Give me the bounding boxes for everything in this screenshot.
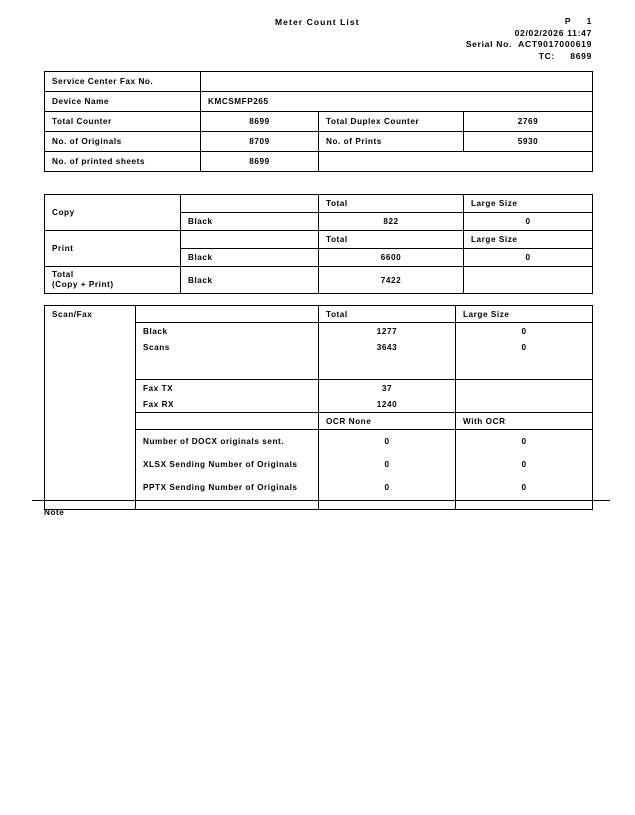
grand-total-value-cell (319, 267, 464, 294)
scan-black-large-size-cell (456, 323, 593, 340)
no-of-originals-value: 8709 (249, 137, 270, 146)
total-duplex-counter-value-cell (464, 112, 593, 132)
xlsx-ocr-none: 0 (384, 460, 390, 469)
device-name-label-cell (45, 92, 201, 112)
service-center-fax-label-cell (45, 72, 201, 92)
pptx-with-ocr-cell (456, 476, 593, 499)
print-header-blank-cell (181, 231, 319, 249)
copy-total-header: Total (326, 199, 348, 208)
scan-total-header-cell (319, 306, 456, 323)
pptx-label-cell (136, 476, 319, 499)
scans-large-size-cell (456, 339, 593, 355)
print-black-large-size: 0 (525, 253, 531, 262)
no-of-originals-label: No. of Originals (52, 137, 122, 146)
device-name-value: KMCSMFP265 (208, 97, 269, 106)
pptx-ocr-none: 0 (384, 483, 390, 492)
docx-label-cell (136, 430, 319, 454)
no-of-originals-label-cell (45, 132, 201, 152)
scan-spacer-total-cell (319, 355, 456, 380)
scan-header-blank-cell (136, 306, 319, 323)
note-divider (32, 500, 610, 501)
copy-black-label-cell (181, 213, 319, 231)
table-row (45, 132, 593, 152)
table-row (45, 195, 593, 213)
xlsx-ocr-none-cell (319, 453, 456, 476)
no-of-printed-sheets-value-cell (201, 152, 319, 172)
print-black-label: Black (188, 253, 213, 262)
table-row (45, 72, 593, 92)
xlsx-with-ocr: 0 (521, 460, 527, 469)
total-counter-label: Total Counter (52, 117, 112, 126)
page-number: 1 (586, 16, 592, 26)
xlsx-label-cell (136, 453, 319, 476)
table-row (45, 112, 593, 132)
tc-value: 8699 (570, 50, 592, 61)
no-of-printed-sheets-label: No. of printed sheets (52, 157, 145, 166)
no-of-prints-label-cell (319, 132, 464, 152)
fax-tx-total: 37 (381, 383, 393, 393)
fax-rx-label: Fax RX (143, 399, 175, 409)
table-row (45, 267, 593, 294)
scan-large-size-header: Large Size (463, 309, 510, 319)
docx-with-ocr-cell (456, 430, 593, 454)
note-label: Note (44, 508, 65, 517)
print-large-size-header-cell (464, 231, 593, 249)
no-of-printed-sheets-empty-cell (319, 152, 593, 172)
table-row (45, 92, 593, 112)
copy-black-large-size: 0 (525, 217, 531, 226)
copy-section-label-cell (45, 195, 181, 231)
pptx-ocr-none-cell (319, 476, 456, 499)
grand-total-black-label: Black (188, 275, 213, 285)
print-section-label: Print (52, 244, 74, 253)
xlsx-label: XLSX Sending Number of Originals (143, 460, 298, 469)
print-total-header: Total (326, 235, 348, 244)
device-name-label: Device Name (52, 97, 110, 106)
total-counter-value-cell (201, 112, 319, 132)
copy-large-size-header-cell (464, 195, 593, 213)
copy-header-blank-cell (181, 195, 319, 213)
page-label: P (564, 16, 572, 26)
docx-ocr-none: 0 (384, 437, 390, 446)
header-info-block (466, 16, 592, 62)
grand-total-section-label-line1: Total (52, 269, 74, 279)
print-black-label-cell (181, 249, 319, 267)
total-counter-value: 8699 (249, 117, 270, 126)
scans-large-size: 0 (521, 342, 527, 352)
grand-total-large-size-cell (464, 267, 593, 294)
scan-black-total-cell (319, 323, 456, 340)
ocr-none-header-cell (319, 413, 456, 430)
fax-rx-total-cell (319, 396, 456, 413)
grand-total-section-label-cell (45, 267, 181, 294)
serial-number-line (466, 39, 592, 51)
pptx-label: PPTX Sending Number of Originals (143, 483, 298, 492)
scan-black-total: 1277 (376, 326, 398, 336)
no-of-prints-value-cell (464, 132, 593, 152)
copy-black-total: 822 (383, 217, 399, 226)
no-of-originals-value-cell (201, 132, 319, 152)
copy-section-label: Copy (52, 208, 75, 217)
fax-rx-label-cell (136, 396, 319, 413)
scan-fax-table (44, 305, 593, 510)
copy-black-total-cell (319, 213, 464, 231)
tc-label: TC: (538, 50, 555, 61)
total-counter-line (466, 51, 592, 63)
scans-total: 3643 (376, 342, 398, 352)
scan-black-label: Black (143, 326, 168, 336)
print-datetime: 02/02/2026 11:47 (514, 27, 592, 38)
serial-number-label: Serial No. (465, 39, 513, 49)
scans-label: Scans (143, 342, 170, 352)
scans-total-cell (319, 339, 456, 355)
scan-spacer-cell (136, 355, 319, 380)
page-title: Meter Count List (275, 17, 360, 27)
xlsx-with-ocr-cell (456, 453, 593, 476)
fax-large-size-cell (456, 380, 593, 413)
service-center-fax-label: Service Center Fax No. (52, 77, 154, 86)
print-black-total: 6600 (380, 253, 402, 262)
scans-label-cell (136, 339, 319, 355)
total-counter-label-cell (45, 112, 201, 132)
print-section-label-cell (45, 231, 181, 267)
copy-black-large-size-cell (464, 213, 593, 231)
docx-label: Number of DOCX originals sent. (143, 437, 285, 446)
table-row (45, 231, 593, 249)
print-black-large-size-cell (464, 249, 593, 267)
copy-print-table (44, 194, 593, 294)
with-ocr-header-cell (456, 413, 593, 430)
device-info-table (44, 71, 593, 172)
grand-total-value: 7422 (380, 275, 402, 285)
fax-tx-total-cell (319, 380, 456, 397)
fax-tx-label-cell (136, 380, 319, 397)
no-of-prints-label: No. of Prints (326, 137, 382, 146)
ocr-none-header: OCR None (326, 416, 372, 426)
scan-fax-section-label: Scan/Fax (52, 310, 93, 319)
fax-tx-label: Fax TX (143, 383, 174, 393)
service-center-fax-value-cell (201, 72, 593, 92)
with-ocr-header: With OCR (463, 416, 506, 426)
page-number-line (466, 16, 592, 28)
no-of-prints-value: 5930 (517, 137, 539, 146)
table-row (45, 152, 593, 172)
no-of-printed-sheets-label-cell (45, 152, 201, 172)
fax-rx-total: 1240 (376, 399, 398, 409)
scan-total-header: Total (326, 309, 348, 319)
scan-large-size-header-cell (456, 306, 593, 323)
grand-total-section-label-line2: (Copy + Print) (52, 280, 114, 289)
scan-black-label-cell (136, 323, 319, 340)
ocr-header-blank-cell (136, 413, 319, 430)
pptx-with-ocr: 0 (521, 483, 527, 492)
grand-total-black-label-cell (181, 267, 319, 294)
no-of-printed-sheets-value: 8699 (249, 157, 270, 166)
docx-with-ocr: 0 (521, 437, 527, 446)
copy-large-size-header: Large Size (471, 199, 518, 208)
serial-number-value: ACT9017000619 (518, 39, 592, 49)
scan-black-large-size: 0 (521, 326, 527, 336)
print-black-total-cell (319, 249, 464, 267)
table-row (45, 306, 593, 323)
copy-total-header-cell (319, 195, 464, 213)
docx-ocr-none-cell (319, 430, 456, 454)
total-duplex-counter-label: Total Duplex Counter (326, 117, 420, 126)
total-duplex-counter-value: 2769 (517, 117, 539, 126)
print-total-header-cell (319, 231, 464, 249)
total-duplex-counter-label-cell (319, 112, 464, 132)
scan-fax-section-label-cell (45, 306, 136, 510)
device-name-value-cell (201, 92, 593, 112)
scan-spacer-large-cell (456, 355, 593, 380)
print-large-size-header: Large Size (471, 235, 518, 244)
copy-black-label: Black (188, 217, 213, 226)
